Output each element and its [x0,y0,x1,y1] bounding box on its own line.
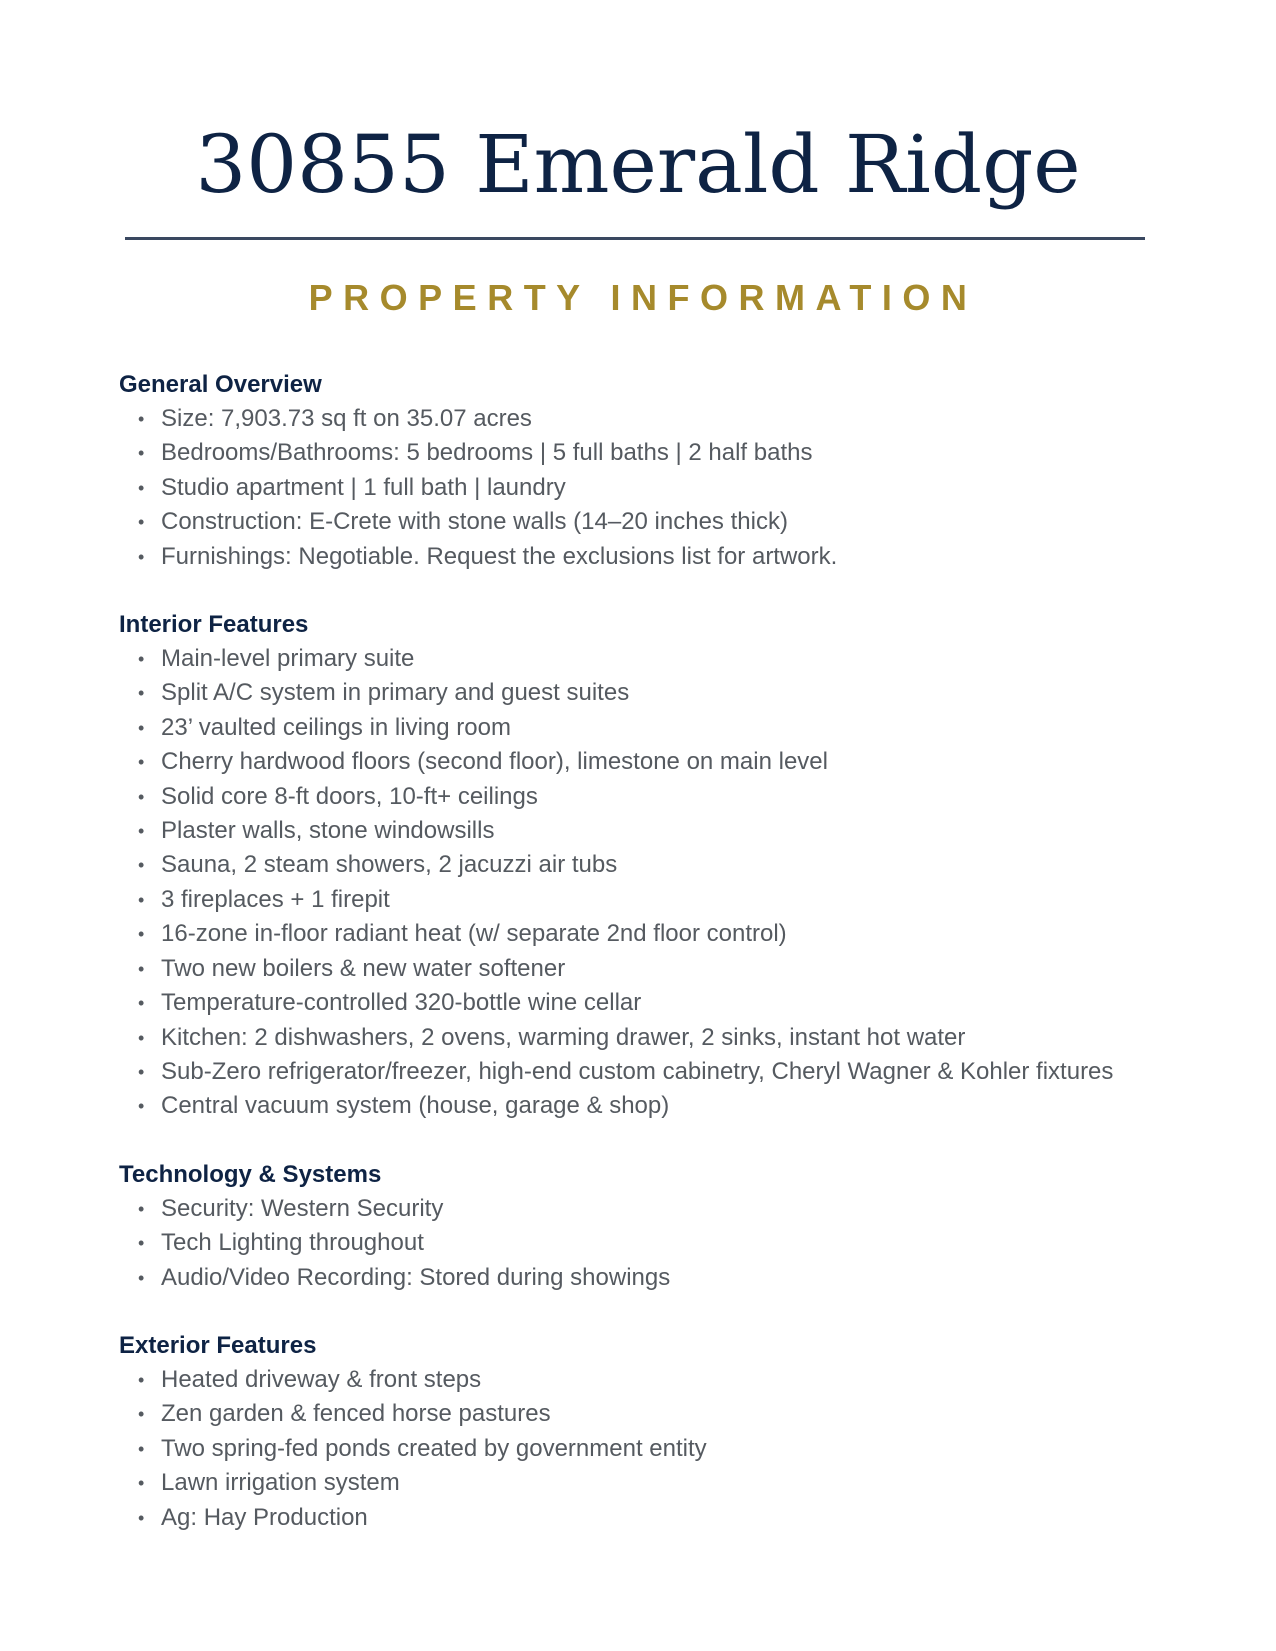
bullet-icon: • [138,752,145,773]
bullet-icon: • [138,1473,145,1494]
section-exterior-features [119,1329,1199,1535]
section-interior-features [119,608,1199,1124]
list-item [119,642,1199,676]
page-title: 30855 Emerald Ridge [195,118,1081,211]
bullet-icon: • [138,443,145,464]
list-item [119,402,1199,436]
list-item-text: 3 fireplaces + 1 firepit [161,885,390,913]
bullet-list [119,402,1199,574]
list-item-text: Sub-Zero refrigerator/freezer, high-end custom cabinetry, Cheryl Wagner & Kohler fixtures [161,1057,1114,1085]
list-item-text: Audio/Video Recording: Stored during showings [161,1263,671,1291]
list-item-text: Bedrooms/Bathrooms: 5 bedrooms | 5 full baths | 2 half baths [161,439,813,467]
bullet-list [119,1192,1199,1295]
list-item [119,780,1199,814]
list-item-text: Sauna, 2 steam showers, 2 jacuzzi air tubs [161,851,618,879]
list-item [119,471,1199,505]
list-item [119,1226,1199,1260]
list-item-text: Furnishings: Negotiable. Request the exclusions list for artwork. [161,542,838,570]
list-item [119,1501,1199,1535]
list-item [119,1363,1199,1397]
list-item [119,952,1199,986]
list-item-text: Zen garden & fenced horse pastures [161,1400,551,1428]
list-item-text: Tech Lighting throughout [161,1229,424,1257]
bullet-icon: • [138,683,145,704]
list-item-text: Heated driveway & front steps [161,1365,482,1393]
list-item-text: Security: Western Security [161,1194,444,1222]
section-heading: General Overview [119,371,322,398]
list-item-text: Lawn irrigation system [161,1469,400,1497]
bullet-icon: • [138,649,145,670]
list-item [119,1432,1199,1466]
bullet-icon: • [138,546,145,567]
bullet-list [119,642,1199,1124]
bullet-icon: • [138,1369,145,1390]
bullet-icon: • [138,889,145,910]
list-item [119,883,1199,917]
list-item-text: Two spring-fed ponds created by government entity [161,1434,707,1462]
list-item-text: 23’ vaulted ceilings in living room [161,713,511,741]
list-item-text: Two new boilers & new water softener [161,954,566,982]
section-general-overview [119,368,1199,574]
bullet-icon: • [138,1027,145,1048]
list-item-text: Kitchen: 2 dishwashers, 2 ovens, warming drawer, 2 sinks, instant hot water [161,1023,966,1051]
sections-container [119,368,1199,1535]
bullet-icon: • [138,512,145,533]
list-item [119,1261,1199,1295]
bullet-icon: • [138,958,145,979]
list-item [119,540,1199,574]
bullet-icon: • [138,855,145,876]
list-item [119,848,1199,882]
bullet-icon: • [138,1198,145,1219]
bullet-icon: • [138,1061,145,1082]
list-item-text: Plaster walls, stone windowsills [161,817,495,845]
bullet-icon: • [138,821,145,842]
section-heading: Exterior Features [119,1331,317,1359]
list-item [119,917,1199,951]
section-technology-systems [119,1158,1199,1295]
bullet-icon: • [138,717,145,738]
bullet-list [119,1363,1199,1535]
bullet-icon: • [138,409,145,429]
list-item-text: Temperature-controlled 320-bottle wine cellar [161,989,642,1017]
bullet-icon: • [138,786,145,807]
list-item-text: Cherry hardwood floors (second floor), limestone on main level [161,748,828,776]
list-item [119,676,1199,710]
bullet-icon: • [138,1507,145,1528]
bullet-icon: • [138,1404,145,1425]
bullet-icon: • [138,477,145,498]
list-item [119,436,1199,470]
list-item [119,1089,1199,1123]
list-item-text: Construction: E-Crete with stone walls (14–20 inches thick) [161,508,788,536]
section-heading: Interior Features [119,611,309,639]
list-item [119,814,1199,848]
list-item-text: Size: 7,903.73 sq ft on 35.07 acres [161,405,532,432]
list-item-text: Central vacuum system (house, garage & shop) [161,1092,670,1120]
bullet-icon: • [138,1438,145,1459]
list-item-text: 16-zone in-floor radiant heat (w/ separate 2nd floor control) [161,920,787,948]
list-item-text: Studio apartment | 1 full bath | laundry [161,473,566,501]
bullet-icon: • [138,1096,145,1117]
list-item [119,1397,1199,1431]
bullet-icon: • [138,1267,145,1288]
list-item [119,711,1199,745]
list-item [119,505,1199,539]
bullet-icon: • [138,1233,145,1254]
bullet-icon: • [138,924,145,945]
list-item-text: Main-level primary suite [161,645,415,673]
list-item [119,1192,1199,1226]
list-item [119,745,1199,779]
list-item [119,1466,1199,1500]
list-item-text: Solid core 8-ft doors, 10-ft+ ceilings [161,782,538,810]
list-item-text: Split A/C system in primary and guest suites [161,679,630,707]
list-item [119,1021,1199,1055]
page-subtitle: PROPERTY INFORMATION [308,277,978,318]
list-item [119,986,1199,1020]
list-item-text: Ag: Hay Production [161,1503,368,1531]
section-heading: Technology & Systems [119,1160,382,1188]
list-item [119,1055,1199,1089]
bullet-icon: • [138,993,145,1014]
title-divider [125,237,1145,240]
